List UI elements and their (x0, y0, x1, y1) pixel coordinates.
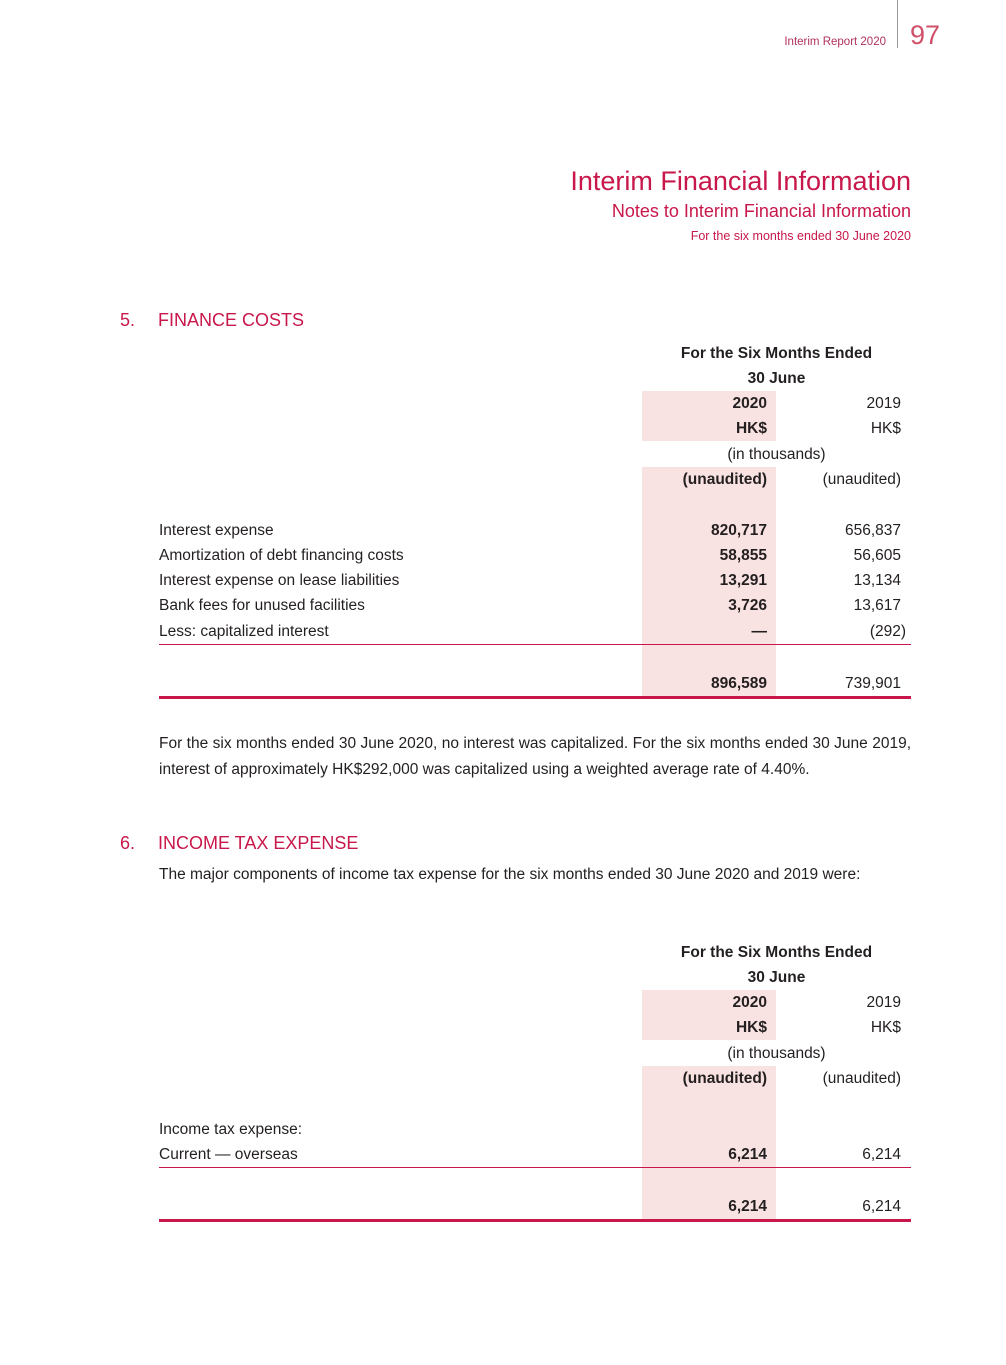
section-title: INCOME TAX EXPENSE (158, 833, 359, 853)
subtotal-rule (159, 644, 911, 645)
total-rule (159, 696, 911, 699)
status-2020: (unaudited) (682, 1070, 767, 1087)
income-tax-table (159, 940, 911, 1225)
period-date: 30 June (747, 969, 806, 986)
year-2019: 2019 (866, 395, 901, 412)
currency-2020: HK$ (735, 420, 767, 437)
table-row: Bank fees for unused facilities 3,726 13,617 (159, 597, 901, 614)
page-number: 97 (910, 20, 941, 50)
section-number: 5. (120, 310, 136, 330)
year-2019: 2019 (866, 994, 901, 1011)
section-heading-income-tax (120, 833, 358, 854)
total-row: 6,214 6,214 (728, 1198, 901, 1215)
period-date: 30 June (747, 370, 806, 387)
section-title: FINANCE COSTS (158, 310, 305, 330)
period-header: For the Six Months Ended (680, 345, 873, 362)
currency-2019: HK$ (870, 420, 901, 437)
currency-2019: HK$ (870, 1019, 901, 1036)
unit-label: (in thousands) (727, 1045, 826, 1062)
page-subtitle: Notes to Interim Financial Information (611, 201, 911, 221)
year-2020: 2020 (732, 395, 767, 412)
subtotal-rule (159, 1167, 911, 1168)
unit-label: (in thousands) (727, 446, 826, 463)
table-row: Amortization of debt financing costs 58,855 56,605 (159, 547, 901, 564)
page-title: Interim Financial Information (570, 166, 911, 196)
table-row: Less: capitalized interest — (292) (159, 623, 906, 640)
finance-costs-note: For the six months ended 30 June 2020, no interest was capitalized. For the six months ended 30 June 2019, interest of approximately HK$292,000 was capitalized using a weighted average rate of 4.40%. (159, 735, 911, 778)
currency-2020: HK$ (735, 1019, 767, 1036)
section-number: 6. (120, 833, 136, 853)
table-row: Current — overseas 6,214 6,214 (159, 1146, 901, 1163)
total-row: 896,589 739,901 (710, 675, 901, 692)
page-period: For the six months ended 30 June 2020 (690, 229, 911, 243)
table-row: Income tax expense: (159, 1121, 303, 1138)
status-2019: (unaudited) (822, 471, 901, 488)
table-row: Interest expense 820,717 656,837 (159, 522, 901, 539)
income-tax-intro: The major components of income tax expense for the six months ended 30 June 2020 and 2019 were: (159, 866, 861, 883)
section-heading-finance-costs (120, 310, 304, 331)
status-2019: (unaudited) (822, 1070, 901, 1087)
finance-costs-table (159, 341, 911, 701)
header-divider (897, 0, 898, 48)
year-2020: 2020 (732, 994, 767, 1011)
period-header: For the Six Months Ended (680, 944, 873, 961)
running-head: Interim Report 2020 (784, 36, 886, 48)
total-rule (159, 1219, 911, 1222)
table-row: Interest expense on lease liabilities 13,291 13,134 (159, 572, 901, 589)
status-2020: (unaudited) (682, 471, 767, 488)
